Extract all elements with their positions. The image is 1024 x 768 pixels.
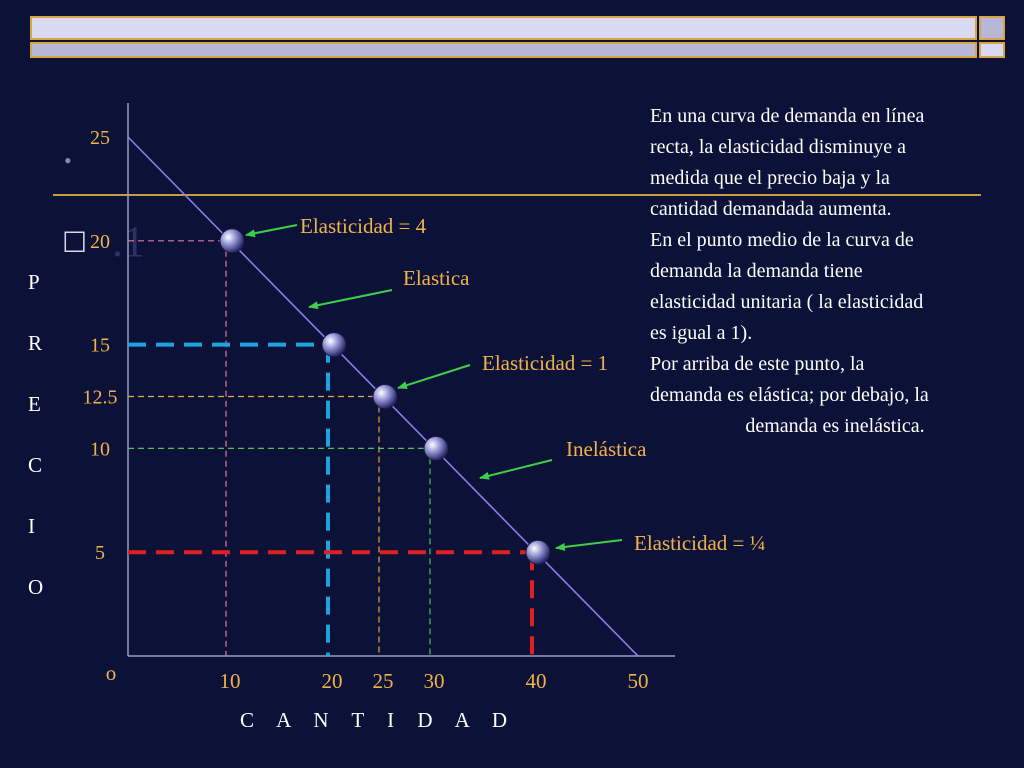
x-tick-label: 20 (321, 669, 343, 693)
data-point-marker (322, 333, 346, 357)
data-point-marker (220, 229, 244, 253)
data-point-marker (424, 436, 448, 460)
y-axis-letter: O (28, 575, 44, 599)
y-axis-letter: P (28, 270, 40, 294)
checkbox-bullet-icon: ☐ (62, 226, 88, 259)
x-axis-title: C A N T I D A D (240, 708, 517, 732)
annotation-arrow (480, 460, 552, 478)
x-tick-label: 30 (423, 669, 445, 693)
x-tick-label: 40 (525, 669, 547, 693)
x-tick-label: 50 (627, 669, 649, 693)
annotation-arrow (246, 225, 297, 235)
y-tick-label: 20 (90, 230, 110, 253)
explanation-line: demanda es inelástica. (745, 415, 925, 437)
y-tick-label: 15 (90, 334, 110, 357)
annotation-label: Elasticidad = ¼ (634, 531, 766, 555)
annotation-arrow (309, 290, 392, 307)
x-tick-label: 25 (372, 669, 394, 693)
explanation-line: elasticidad unitaria ( la elasticidad (650, 291, 924, 313)
explanation-line: medida que el precio baja y la (650, 167, 890, 189)
data-point-marker (526, 540, 550, 564)
y-tick-label: 10 (90, 438, 110, 461)
y-axis-title (28, 270, 48, 636)
explanation-line: es igual a 1). (650, 322, 753, 344)
explanation-line: recta, la elasticidad disminuye a (650, 136, 907, 158)
explanation-line: En una curva de demanda en línea (650, 105, 925, 127)
bullet-dot-icon: • (64, 148, 72, 173)
explanation-line: demanda la demanda tiene (650, 260, 863, 282)
y-tick-label: 12.5 (82, 386, 118, 409)
annotation-arrow (398, 365, 470, 388)
x-tick-label: 10 (219, 669, 241, 693)
origin-label: o (105, 661, 117, 685)
y-axis-letter: I (28, 514, 35, 538)
y-axis-letter: C (28, 453, 43, 477)
explanation-line: cantidad demandada aumenta. (650, 198, 892, 220)
y-axis-letter: E (28, 392, 41, 416)
explanation-line: En el punto medio de la curva de (650, 229, 914, 251)
ghost-digit-decoration: .1 (112, 217, 145, 266)
y-axis-letter: R (28, 331, 43, 355)
annotation-label: Inelástica (566, 437, 647, 461)
explanation-text (650, 101, 1020, 442)
annotation-arrow (556, 540, 622, 548)
explanation-line: demanda es elástica; por debajo, la (650, 384, 929, 406)
annotation-label: Elasticidad = 1 (482, 351, 609, 375)
annotation-label: Elasticidad = 4 (300, 214, 427, 238)
annotation-label: Elastica (403, 266, 470, 290)
y-tick-label: 25 (90, 127, 110, 149)
explanation-line: Por arriba de este punto, la (650, 353, 865, 375)
data-point-marker (373, 385, 397, 409)
y-tick-label: 5 (95, 542, 105, 565)
